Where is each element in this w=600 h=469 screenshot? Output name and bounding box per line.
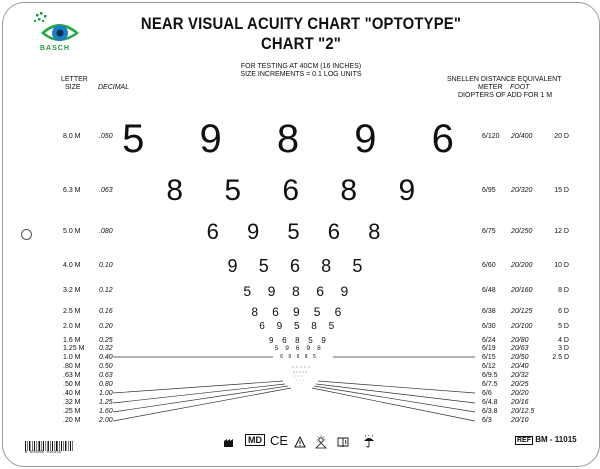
diopter-value: 15 D	[554, 187, 569, 194]
diopter-value: 10 D	[554, 262, 569, 269]
md-symbol	[245, 433, 265, 447]
decimal-value: 0.80	[99, 381, 113, 388]
letter-size: 2.5 M	[63, 308, 81, 315]
snellen-foot: 20/50	[511, 354, 529, 361]
snellen-foot: 20/20	[511, 390, 529, 397]
diopter-value: 4 D	[558, 337, 569, 344]
diopter-value: 2.5 D	[552, 354, 569, 361]
decimal-value: .080	[99, 228, 113, 235]
snellen-meter: 6/24	[482, 337, 496, 344]
header-snellen: SNELLEN DISTANCE EQUIVALENT	[447, 76, 562, 83]
decimal-value: 1.60	[99, 408, 113, 415]
snellen-foot: 20/320	[511, 187, 533, 194]
diopter-value: 3 D	[558, 345, 569, 352]
decimal-value: 0.25	[99, 337, 113, 344]
decimal-value: 0.10	[99, 262, 113, 269]
snellen-meter: 6/48	[482, 287, 496, 294]
letter-size: 8.0 M	[63, 133, 81, 140]
snellen-foot: 20/160	[511, 287, 533, 294]
barcode	[25, 441, 73, 451]
snellen-meter: 6/120	[482, 133, 500, 140]
letter-size: .40 M	[63, 390, 81, 397]
snellen-foot: 20/32	[511, 372, 529, 379]
snellen-meter: 6/75	[482, 228, 496, 235]
snellen-foot: 20/25	[511, 381, 529, 388]
snellen-foot: 20/100	[511, 323, 533, 330]
header-diopters: DIOPTERS OF ADD FOR 1 M	[458, 92, 553, 99]
optotype-row: 5 9 6 9 8	[274, 345, 324, 352]
header-meter: METER	[478, 84, 503, 91]
diopter-value: 5 D	[558, 323, 569, 330]
letter-size: .63 M	[63, 372, 81, 379]
snellen-meter: 6/4.8	[482, 399, 498, 406]
decimal-value: 1.00	[99, 390, 113, 397]
letter-size: .25 M	[63, 408, 81, 415]
snellen-meter: 6/30	[482, 323, 496, 330]
snellen-foot: 20/400	[511, 133, 533, 140]
snellen-meter: 6/3	[482, 417, 492, 424]
diopter-value: 6 D	[558, 308, 569, 315]
decimal-value: .050	[99, 133, 113, 140]
letter-size: .20 M	[63, 417, 81, 424]
snellen-meter: 6/60	[482, 262, 496, 269]
barcode-number: 8 904365 015335	[25, 451, 62, 455]
diopter-value: 12 D	[554, 228, 569, 235]
decimal-value: 2.00	[99, 417, 113, 424]
decimal-value: 0.16	[99, 308, 113, 315]
decimal-value: 0.12	[99, 287, 113, 294]
decimal-value: 1.25	[99, 399, 113, 406]
caution-icon	[294, 436, 306, 448]
snellen-foot: 20/125	[511, 308, 533, 315]
chart-title-line2: CHART "2"	[260, 35, 342, 53]
optotype-row: 9 5 6 8 5	[227, 256, 371, 276]
letter-size: 5.0 M	[63, 228, 81, 235]
letter-size: 1.25 M	[63, 345, 85, 352]
snellen-meter: 6/9.5	[482, 372, 498, 379]
optotype-row: 5 9 8 9 6	[122, 117, 476, 161]
snellen-meter: 6/38	[482, 308, 496, 315]
diopter-value: 8 D	[558, 287, 569, 294]
decimal-value: 0.32	[99, 345, 113, 352]
decimal-value: 0.40	[99, 354, 113, 361]
optotype-row: 8 5 6 8 9	[166, 174, 432, 207]
snellen-meter: 6/19	[482, 345, 496, 352]
snellen-foot: 20/80	[511, 337, 529, 344]
snellen-meter: 6/15	[482, 354, 496, 361]
subtitle-line1: FOR TESTING AT 40CM (16 INCHES)	[240, 63, 362, 70]
letter-size: .80 M	[63, 363, 81, 370]
header-letter: LETTER	[61, 76, 88, 83]
reference-code	[515, 435, 577, 444]
snellen-meter: 6/95	[482, 187, 496, 194]
letter-size: 2.0 M	[63, 323, 81, 330]
subtitle-line2: SIZE INCREMENTS = 0.1 LOG UNITS	[240, 71, 362, 78]
snellen-foot: 20/16	[511, 399, 529, 406]
keep-dry-umbrella-icon	[363, 435, 375, 448]
snellen-meter: 6/6	[482, 390, 492, 397]
decimal-value: 0.63	[99, 372, 113, 379]
chart-title-line1: NEAR VISUAL ACUITY CHART "OPTOTYPE"	[140, 15, 462, 33]
letter-size: 1.0 M	[63, 354, 81, 361]
instructions-book-icon	[337, 436, 349, 448]
header-size: SIZE	[65, 84, 81, 91]
snellen-meter: 6/3.8	[482, 408, 498, 415]
letter-size: 4.0 M	[63, 262, 81, 269]
ref-label: REF	[517, 437, 531, 444]
ref-code: BM - 11015	[535, 435, 577, 444]
optotype-row: 9 6 8 5 9	[269, 336, 329, 345]
decimal-value: .063	[99, 187, 113, 194]
letter-size: .50 M	[63, 381, 81, 388]
diopter-value: 20 D	[554, 133, 569, 140]
snellen-foot: 20/10	[511, 417, 529, 424]
snellen-meter: 6/12	[482, 363, 496, 370]
md-label: MD	[245, 434, 265, 446]
snellen-foot: 20/250	[511, 228, 533, 235]
optotype-row: 6 9 5 8 5	[259, 321, 339, 332]
snellen-foot: 20/200	[511, 262, 533, 269]
chart-card	[2, 2, 600, 467]
decimal-value: 0.20	[99, 323, 113, 330]
ce-mark: CE	[270, 432, 289, 448]
optotype-row: 6 9 5 6 8	[206, 219, 392, 244]
letter-size: 6.3 M	[63, 187, 81, 194]
header-foot: FOOT	[510, 84, 530, 91]
header-decimal: DECIMAL	[98, 84, 130, 91]
decimal-value: 0.50	[99, 363, 113, 370]
keep-away-from-sunlight-icon	[314, 435, 328, 449]
optotype-row: 5 9 8 6 9	[243, 283, 355, 299]
snellen-meter: 6/7.5	[482, 381, 498, 388]
snellen-foot: 20/12.5	[511, 408, 535, 415]
optotype-row: 6 9 6 8 5	[280, 354, 318, 360]
letter-size: 1.6 M	[63, 337, 81, 344]
snellen-foot: 20/40	[511, 363, 529, 370]
letter-size: 3.2 M	[63, 287, 81, 294]
brand-name: BASCH	[40, 45, 70, 52]
letter-size: .32 M	[63, 399, 81, 406]
manufacturer-icon	[223, 436, 235, 448]
optotype-row: 8 6 9 5 6	[251, 305, 347, 319]
snellen-foot: 20/63	[511, 345, 529, 352]
